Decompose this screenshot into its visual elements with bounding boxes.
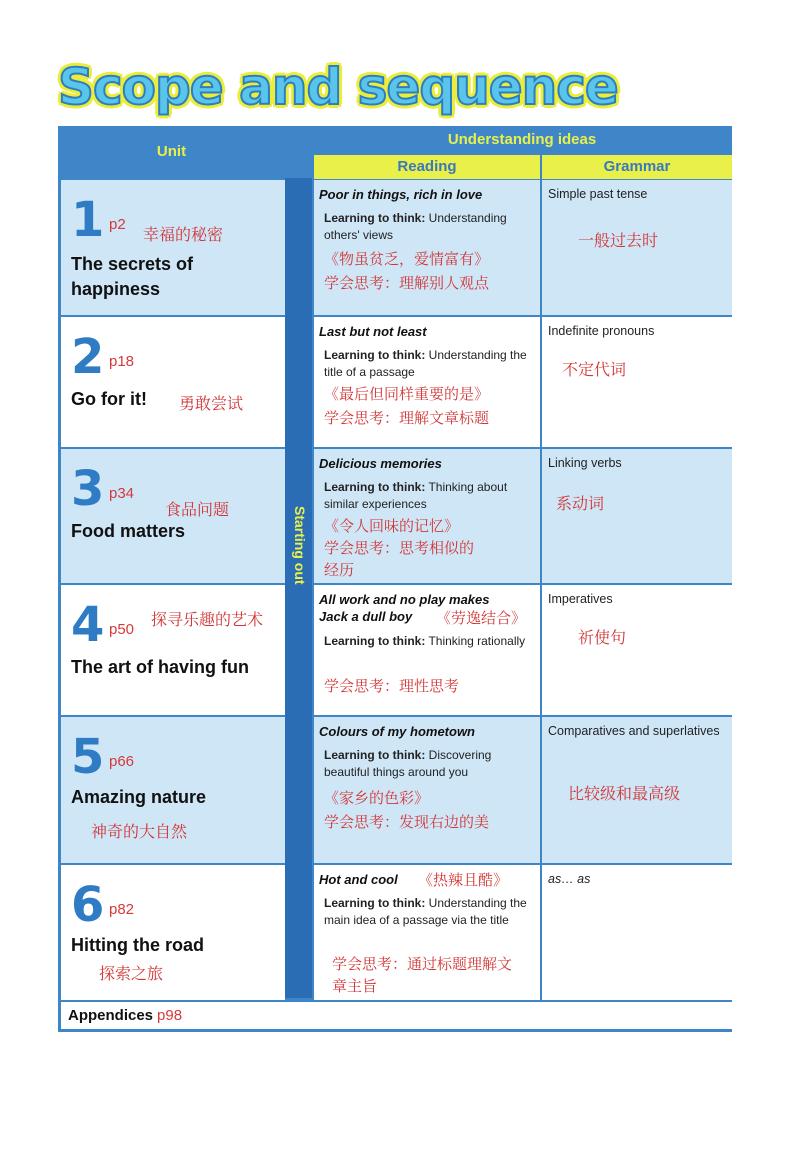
reading-title: Colours of my hometown: [319, 724, 475, 739]
unit-page: p82: [109, 901, 135, 918]
scope-table: [58, 126, 732, 1032]
reading-title-cn: 《劳逸结合》: [436, 609, 527, 627]
unit-number: 4: [71, 597, 105, 653]
learning-to-think: Learning to think: Thinking about similar experiences: [324, 480, 508, 511]
unit-cell: [61, 317, 285, 447]
unit-cell: [61, 585, 285, 715]
reading-cell: [314, 180, 540, 315]
learning-to-think-cn: 学会思考：思考相似的经历: [324, 539, 475, 579]
grammar-cn: 不定代词: [562, 360, 627, 379]
starting-out-strip: [285, 178, 312, 998]
unit-number: 2: [71, 329, 105, 385]
reading-title-cn: 《热辣且酷》: [418, 871, 509, 889]
reading-title-cn: 《最后但同样重要的是》: [324, 385, 490, 403]
unit-title: The art of having fun: [71, 657, 249, 677]
header-understanding-ideas: Understanding ideas: [447, 131, 597, 148]
grammar-text: Linking verbs: [548, 456, 622, 470]
learning-to-think: Learning to think: Understanding the title of a passage: [324, 348, 527, 379]
header-reading: Reading: [314, 155, 540, 179]
starting-out-label: Starting out: [292, 506, 308, 585]
reading-title-cn: 《令人回味的记忆》: [324, 517, 460, 535]
appendices-label: Appendices: [68, 1007, 154, 1024]
unit-title-cn: 幸福的秘密: [143, 225, 224, 244]
unit-title-cn: 勇敢尝试: [179, 394, 244, 413]
grammar-cell: [542, 449, 732, 583]
unit-title: Hitting the road: [71, 935, 204, 955]
reading-cell: [314, 449, 540, 583]
unit-title-cn: 探寻乐趣的艺术: [151, 610, 264, 629]
grammar-cell: [542, 180, 732, 315]
learning-to-think-cn: 学会思考：理解别人观点: [324, 274, 490, 292]
grammar-text: as… as: [548, 872, 591, 886]
unit-number: 1: [71, 192, 105, 248]
learning-to-think: Learning to think: Thinking rationally: [324, 634, 526, 648]
unit-title-cn: 食品问题: [165, 500, 230, 519]
page-title: Scope and sequence: [58, 58, 618, 116]
reading-title: Delicious memories: [319, 456, 442, 471]
unit-title-cn: 神奇的大自然: [91, 822, 188, 841]
unit-page: p34: [109, 485, 135, 502]
reading-cell: [314, 585, 540, 715]
unit-cell: [61, 180, 285, 315]
unit-number: 5: [71, 729, 105, 785]
unit-page: p2: [109, 216, 126, 233]
grammar-cn: 比较级和最高级: [568, 784, 681, 803]
grammar-cn: 一般过去时: [578, 231, 659, 250]
grammar-text: Imperatives: [548, 592, 613, 606]
learning-to-think-cn: 学会思考：发现右边的美: [324, 813, 490, 831]
unit-title-cn: 探索之旅: [99, 964, 164, 983]
learning-to-think: Learning to think: Understanding the main idea of a passage via the title: [324, 896, 527, 927]
unit-number: 3: [71, 461, 105, 517]
reading-cell: [314, 717, 540, 863]
reading-title: All work and no play makes Jack a dull boy: [319, 592, 490, 624]
learning-to-think-cn: 学会思考：理性思考: [324, 677, 460, 695]
unit-cell: [61, 449, 285, 583]
reading-cell: [314, 317, 540, 447]
reading-title: Hot and cool: [319, 872, 398, 887]
unit-title: Food matters: [71, 521, 186, 541]
grammar-cell: [542, 865, 732, 1000]
appendices-page: p98: [157, 1007, 183, 1024]
grammar-cn: 祈使句: [578, 628, 627, 647]
unit-cell: [61, 865, 285, 1000]
grammar-text: Indefinite pronouns: [548, 324, 655, 338]
grammar-cell: [542, 717, 732, 863]
unit-cell: [61, 717, 285, 863]
header-grammar: Grammar: [542, 155, 732, 179]
reading-title: Poor in things, rich in love: [319, 187, 483, 202]
reading-cell: [314, 865, 540, 1000]
grammar-cn: 系动词: [556, 494, 605, 513]
appendices-row: [61, 1002, 732, 1029]
reading-title: Last but not least: [319, 324, 427, 339]
learning-to-think: Learning to think: Discovering beautiful things around you: [324, 748, 492, 779]
grammar-cell: [542, 585, 732, 715]
reading-title-cn: 《家乡的色彩》: [324, 789, 430, 807]
unit-page: p50: [109, 621, 135, 638]
header-unit: Unit: [156, 143, 187, 160]
grammar-text: Comparatives and superlatives: [548, 724, 720, 738]
unit-number: 6: [71, 877, 105, 933]
learning-to-think: Learning to think: Understanding others' views: [324, 211, 507, 242]
unit-title: Amazing nature: [71, 787, 207, 807]
grammar-text: Simple past tense: [548, 187, 648, 201]
learning-to-think-cn: 学会思考：理解文章标题: [324, 409, 490, 427]
learning-to-think-cn: 学会思考：通过标题理解文章主旨: [332, 955, 513, 995]
unit-page: p18: [109, 353, 135, 370]
unit-page: p66: [109, 753, 135, 770]
grammar-cell: [542, 317, 732, 447]
reading-title-cn: 《物虽贫乏，爱情富有》: [324, 250, 490, 268]
unit-title: The secrets of happiness: [71, 254, 194, 299]
unit-title: Go for it!: [71, 389, 147, 409]
